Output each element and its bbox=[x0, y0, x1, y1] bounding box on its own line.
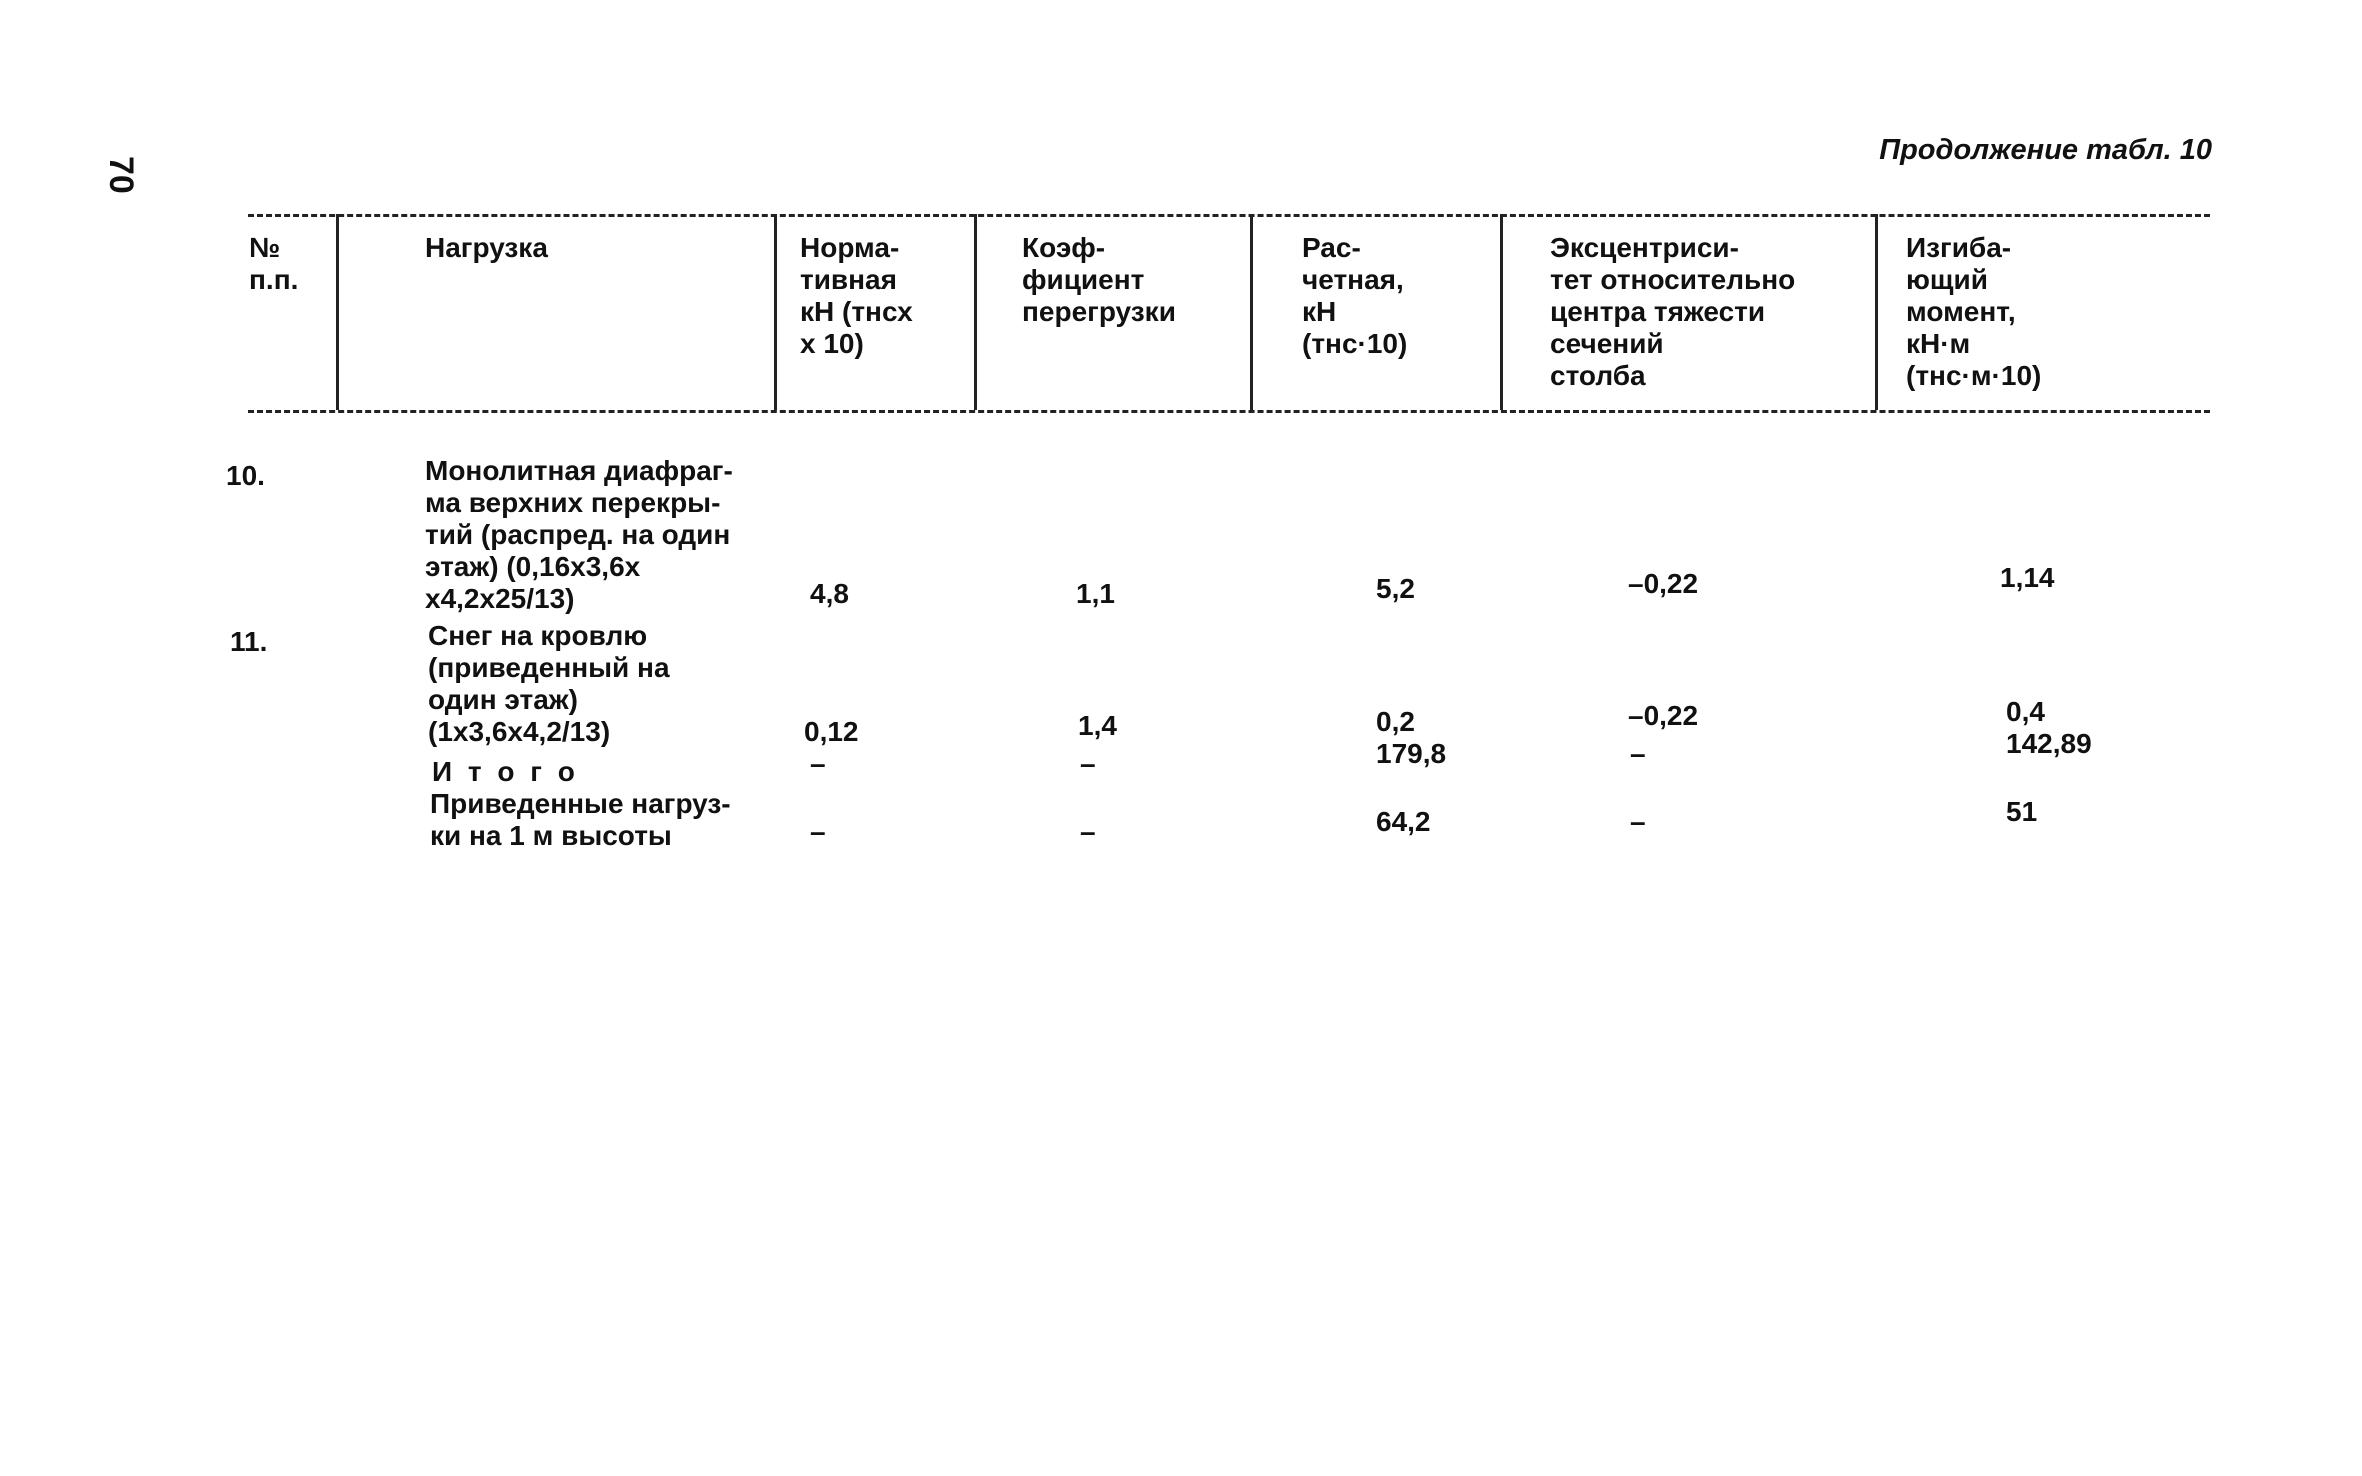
row-11-eccentricity: –0,22 bbox=[1628, 700, 1699, 731]
table-top-rule bbox=[248, 214, 2210, 217]
column-divider bbox=[1250, 214, 1253, 410]
reduced-row-coefficient: – bbox=[1080, 816, 1096, 847]
reduced-row-eccentricity: – bbox=[1630, 806, 1646, 837]
row-10-moment: 1,14 bbox=[2000, 562, 2055, 593]
total-row-label: И т о г о bbox=[432, 756, 579, 787]
row-10-eccentricity: –0,22 bbox=[1628, 568, 1699, 599]
row-11-num: 11. bbox=[230, 626, 268, 657]
row-10-load: Монолитная диафраг- ма верхних перекры- тий (распред. на один этаж) (0,16х3,6х х4,2х25/13) bbox=[425, 455, 733, 614]
row-10-coefficient: 1,1 bbox=[1076, 578, 1115, 609]
row-11-normative: 0,12 bbox=[804, 716, 859, 747]
reduced-row-moment: 51 bbox=[2006, 796, 2038, 827]
header-coefficient: Коэф- фициент перегрузки bbox=[1022, 232, 1176, 327]
header-moment: Изгиба- ющий момент, кН·м (тнс·м·10) bbox=[1906, 232, 2042, 391]
column-divider bbox=[974, 214, 977, 410]
column-divider bbox=[336, 214, 339, 410]
reduced-row-label: Приведенные нагруз- ки на 1 м высоты bbox=[430, 788, 731, 851]
reduced-row-normative: – bbox=[810, 816, 826, 847]
column-divider bbox=[1875, 214, 1878, 410]
total-row-normative: – bbox=[810, 748, 826, 779]
total-row-moment: 142,89 bbox=[2006, 728, 2092, 759]
row-10-design: 5,2 bbox=[1376, 573, 1415, 604]
row-11-coefficient: 1,4 bbox=[1078, 710, 1117, 741]
total-row-coefficient: – bbox=[1080, 748, 1096, 779]
column-divider bbox=[774, 214, 777, 410]
row-10-normative: 4,8 bbox=[810, 578, 849, 609]
table-header-bottom-rule bbox=[248, 410, 2210, 413]
reduced-row-design: 64,2 bbox=[1376, 806, 1431, 837]
row-10-num: 10. bbox=[226, 460, 265, 491]
column-divider bbox=[1500, 214, 1503, 410]
table-caption: Продолжение табл. 10 bbox=[1879, 134, 2212, 166]
header-load: Нагрузка bbox=[425, 232, 548, 263]
total-row-design: 179,8 bbox=[1376, 738, 1447, 769]
total-row-eccentricity: – bbox=[1630, 738, 1646, 769]
row-11-load: Снег на кровлю (приведенный на один этаж) (1х3,6х4,2/13) bbox=[428, 620, 670, 747]
header-normative: Норма- тивная кН (тнсх х 10) bbox=[800, 232, 913, 359]
row-11-moment: 0,4 bbox=[2006, 696, 2045, 727]
page-number: 70 bbox=[102, 156, 140, 194]
header-design: Рас- четная, кН (тнс·10) bbox=[1302, 232, 1408, 359]
header-num: № п.п. bbox=[249, 232, 299, 295]
header-eccentricity: Эксцентриси- тет относительно центра тяжести сечений столба bbox=[1550, 232, 1796, 391]
row-11-design: 0,2 bbox=[1376, 706, 1415, 737]
